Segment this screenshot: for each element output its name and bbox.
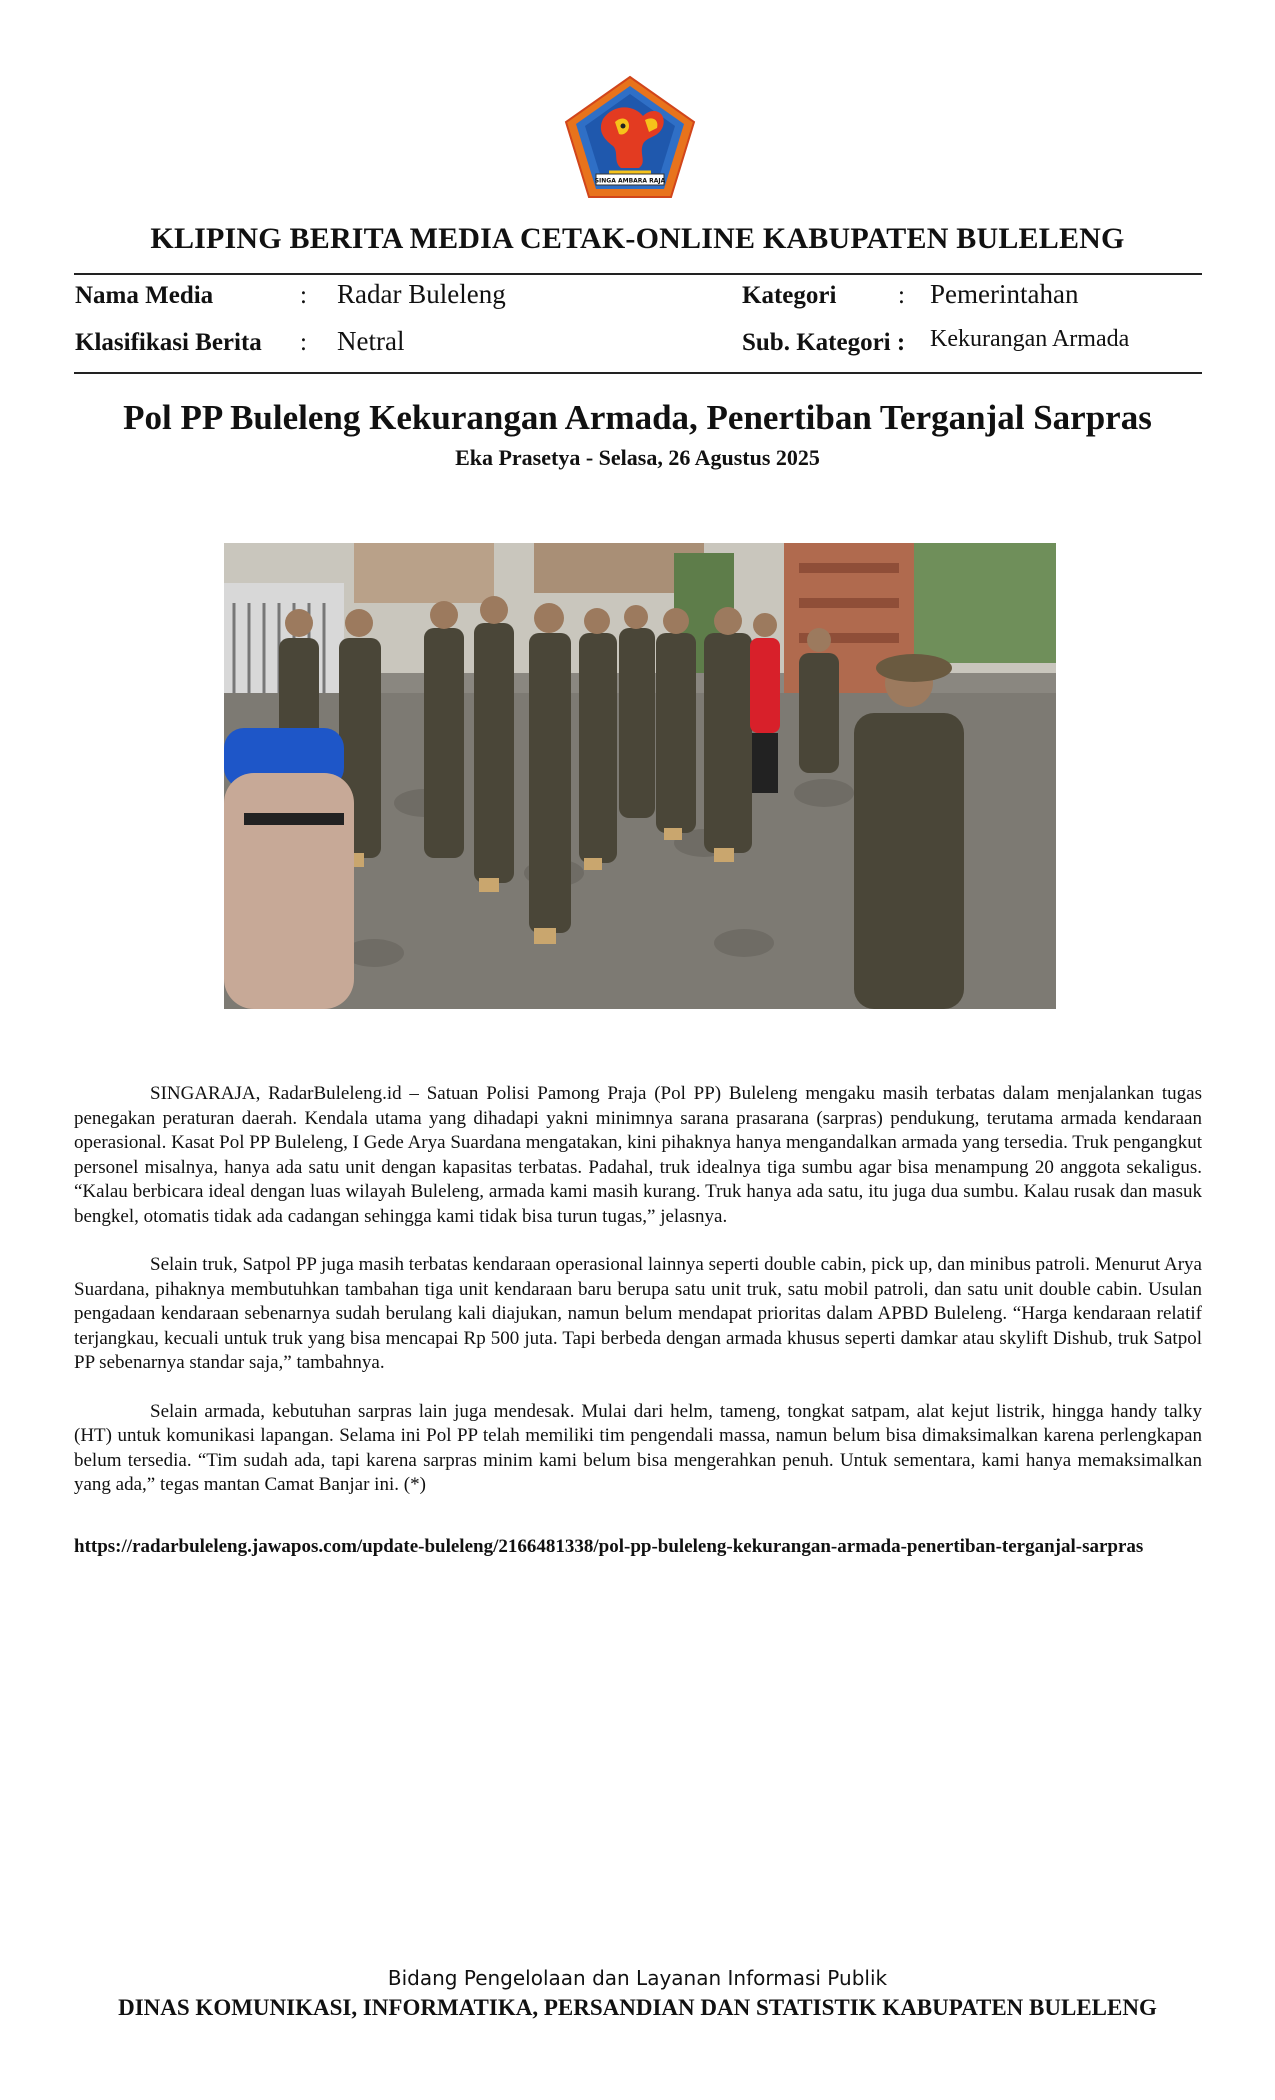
article-paragraph-1: SINGARAJA, RadarBuleleng.id – Satuan Polisi Pamong Praja (Pol PP) Buleleng mengaku masih terbatas dalam menjalankan tugas penegakan peraturan daerah. Kendala utama yang dihadapi yakni minimnya sarana prasarana (sarpras) pendukung, terutama armada kendaraan operasional. Kasat Pol PP Buleleng, I Gede Arya Suardana mengatakan, kini pihaknya hanya mengandalkan armada yang tersedia. Truk pengangkut personel misalnya, hanya ada satu unit dengan kapasitas terbatas. Padahal, truk idealnya tiga sumbu agar bisa menampung 20 anggota sekaligus. “Kalau berbicara ideal dengan luas wilayah Buleleng, armada kami masih kurang. Truk hanya ada satu, itu juga dua sumbu. Kalau rusak dan masuk bengkel, otomatis tidak ada cadangan sehingga kami tidak bisa turun tugas,” jelasnya. (74, 1083, 1202, 1227)
article-body (74, 1082, 1202, 1522)
kategori-colon: : (898, 282, 905, 309)
nama-media-colon: : (300, 282, 307, 309)
article-photo (224, 543, 1056, 1009)
nama-media-label: Nama Media (75, 282, 214, 309)
header-bottom-divider (74, 372, 1202, 374)
klasifikasi-berita-value: Netral (337, 326, 405, 356)
svg-text:SINGA AMBARA RAJA: SINGA AMBARA RAJA (594, 177, 666, 185)
kategori-label: Kategori (742, 282, 837, 309)
klasifikasi-berita-colon: : (300, 329, 307, 356)
kategori-value: Pemerintahan (930, 279, 1079, 309)
sub-kategori-value: Kekurangan Armada (930, 326, 1130, 352)
buleleng-regency-crest-icon (563, 74, 697, 200)
article-headline: Pol PP Buleleng Kekurangan Armada, Penertiban Terganjal Sarpras (123, 398, 1152, 437)
article-paragraph-2: Selain truk, Satpol PP juga masih terbatas kendaraan operasional lainnya seperti double cabin, pick up, dan minibus patroli. Menurut Arya Suardana, pihaknya membutuhkan tambahan tiga unit kendaraan baru berupa satu unit truk, satu mobil patroli, dan satu unit double cabin. Usulan pengadaan kendaraan sebenarnya sudah berulang kali diajukan, namun belum mendapat prioritas dalam APBD Buleleng. “Harga kendaraan relatif terjangkau, kecuali untuk truk yang bisa mencapai Rp 500 juta. Tapi berbeda dengan armada khusus seperti damkar atau skylift Dishub, truk Satpol PP sebenarnya standar saja,” tambahnya. (74, 1254, 1202, 1373)
source-url-link[interactable]: https://radarbuleleng.jawapos.com/update-buleleng/2166481338/pol-pp-buleleng-kekurangan-armada-penertiban-terganjal-sarpras (74, 1536, 1144, 1557)
footer-division: Bidang Pengelolaan dan Layanan Informasi Publik (387, 1966, 888, 1990)
header-top-divider (74, 273, 1202, 275)
nama-media-value: Radar Buleleng (337, 279, 506, 309)
footer-agency: DINAS KOMUNIKASI, INFORMATIKA, PERSANDIAN DAN STATISTIK KABUPATEN BULELENG (118, 1995, 1157, 2020)
document-title: KLIPING BERITA MEDIA CETAK-ONLINE KABUPATEN BULELENG (150, 222, 1125, 255)
article-byline: Eka Prasetya - Selasa, 26 Agustus 2025 (455, 445, 820, 470)
article-paragraph-3: Selain armada, kebutuhan sarpras lain juga mendesak. Mulai dari helm, tameng, tongkat satpam, alat kejut listrik, hingga handy talky (HT) untuk komunikasi lapangan. Selama ini Pol PP telah memiliki tim pengendali massa, namun belum bisa dimaksimalkan karena perlengkapan belum tersedia. “Tim sudah ada, tapi karena sarpras minim kami belum bisa mengerahkan penuh. Untuk sementara, kami hanya memaksimalkan yang ada,” tegas mantan Camat Banjar ini. (*) (74, 1400, 1202, 1495)
sub-kategori-label: Sub. Kategori : (742, 329, 906, 356)
klasifikasi-berita-label: Klasifikasi Berita (75, 329, 262, 356)
